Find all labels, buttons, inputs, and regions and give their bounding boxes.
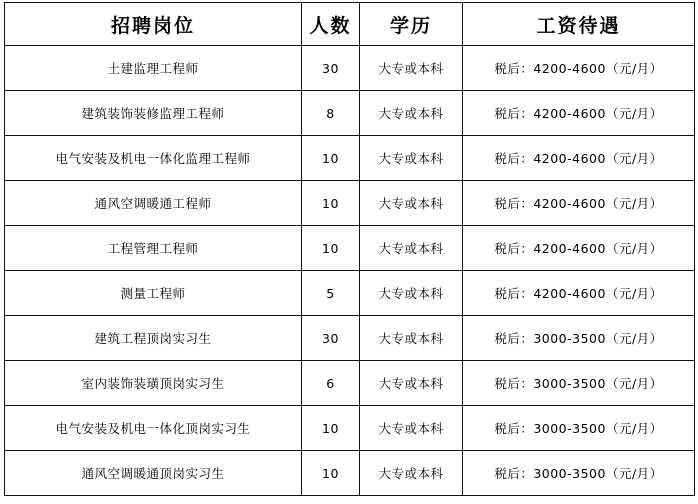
header-salary: 工资待遇	[463, 3, 695, 46]
cell-count: 10	[302, 451, 360, 496]
cell-position: 测量工程师	[5, 271, 302, 316]
cell-position: 土建监理工程师	[5, 46, 302, 91]
header-count: 人数	[302, 3, 360, 46]
cell-position: 工程管理工程师	[5, 226, 302, 271]
table-row	[5, 361, 695, 406]
cell-salary: 税后：3000-3500（元/月）	[463, 406, 695, 451]
table-row	[5, 316, 695, 361]
table-row	[5, 271, 695, 316]
cell-education: 大专或本科	[360, 361, 463, 406]
cell-position: 室内装饰装璜顶岗实习生	[5, 361, 302, 406]
cell-count: 30	[302, 46, 360, 91]
cell-count: 5	[302, 271, 360, 316]
cell-position: 电气安装及机电一体化顶岗实习生	[5, 406, 302, 451]
cell-position: 通风空调暖通顶岗实习生	[5, 451, 302, 496]
cell-count: 10	[302, 181, 360, 226]
cell-position: 电气安装及机电一体化监理工程师	[5, 136, 302, 181]
cell-count: 6	[302, 361, 360, 406]
cell-salary: 税后：3000-3500（元/月）	[463, 451, 695, 496]
cell-education: 大专或本科	[360, 406, 463, 451]
cell-salary: 税后：3000-3500（元/月）	[463, 316, 695, 361]
cell-salary: 税后：4200-4600（元/月）	[463, 136, 695, 181]
cell-education: 大专或本科	[360, 226, 463, 271]
cell-salary: 税后：4200-4600（元/月）	[463, 271, 695, 316]
cell-salary: 税后：4200-4600（元/月）	[463, 91, 695, 136]
cell-count: 10	[302, 136, 360, 181]
header-education: 学历	[360, 3, 463, 46]
cell-education: 大专或本科	[360, 451, 463, 496]
table-row	[5, 136, 695, 181]
table-row	[5, 226, 695, 271]
table-row	[5, 46, 695, 91]
cell-count: 8	[302, 91, 360, 136]
table-row	[5, 181, 695, 226]
table-header	[5, 3, 695, 46]
cell-count: 30	[302, 316, 360, 361]
cell-education: 大专或本科	[360, 181, 463, 226]
cell-count: 10	[302, 406, 360, 451]
cell-education: 大专或本科	[360, 316, 463, 361]
cell-salary: 税后：4200-4600（元/月）	[463, 181, 695, 226]
cell-education: 大专或本科	[360, 91, 463, 136]
cell-salary: 税后：3000-3500（元/月）	[463, 361, 695, 406]
cell-salary: 税后：4200-4600（元/月）	[463, 226, 695, 271]
table-row	[5, 451, 695, 496]
cell-education: 大专或本科	[360, 46, 463, 91]
cell-salary: 税后：4200-4600（元/月）	[463, 46, 695, 91]
table-row	[5, 406, 695, 451]
header-position: 招聘岗位	[5, 3, 302, 46]
header-row	[5, 3, 695, 46]
cell-position: 建筑装饰装修监理工程师	[5, 91, 302, 136]
recruitment-table	[4, 2, 695, 496]
cell-education: 大专或本科	[360, 136, 463, 181]
cell-position: 通风空调暖通工程师	[5, 181, 302, 226]
table-body	[5, 46, 695, 496]
cell-count: 10	[302, 226, 360, 271]
table-row	[5, 91, 695, 136]
cell-education: 大专或本科	[360, 271, 463, 316]
cell-position: 建筑工程顶岗实习生	[5, 316, 302, 361]
